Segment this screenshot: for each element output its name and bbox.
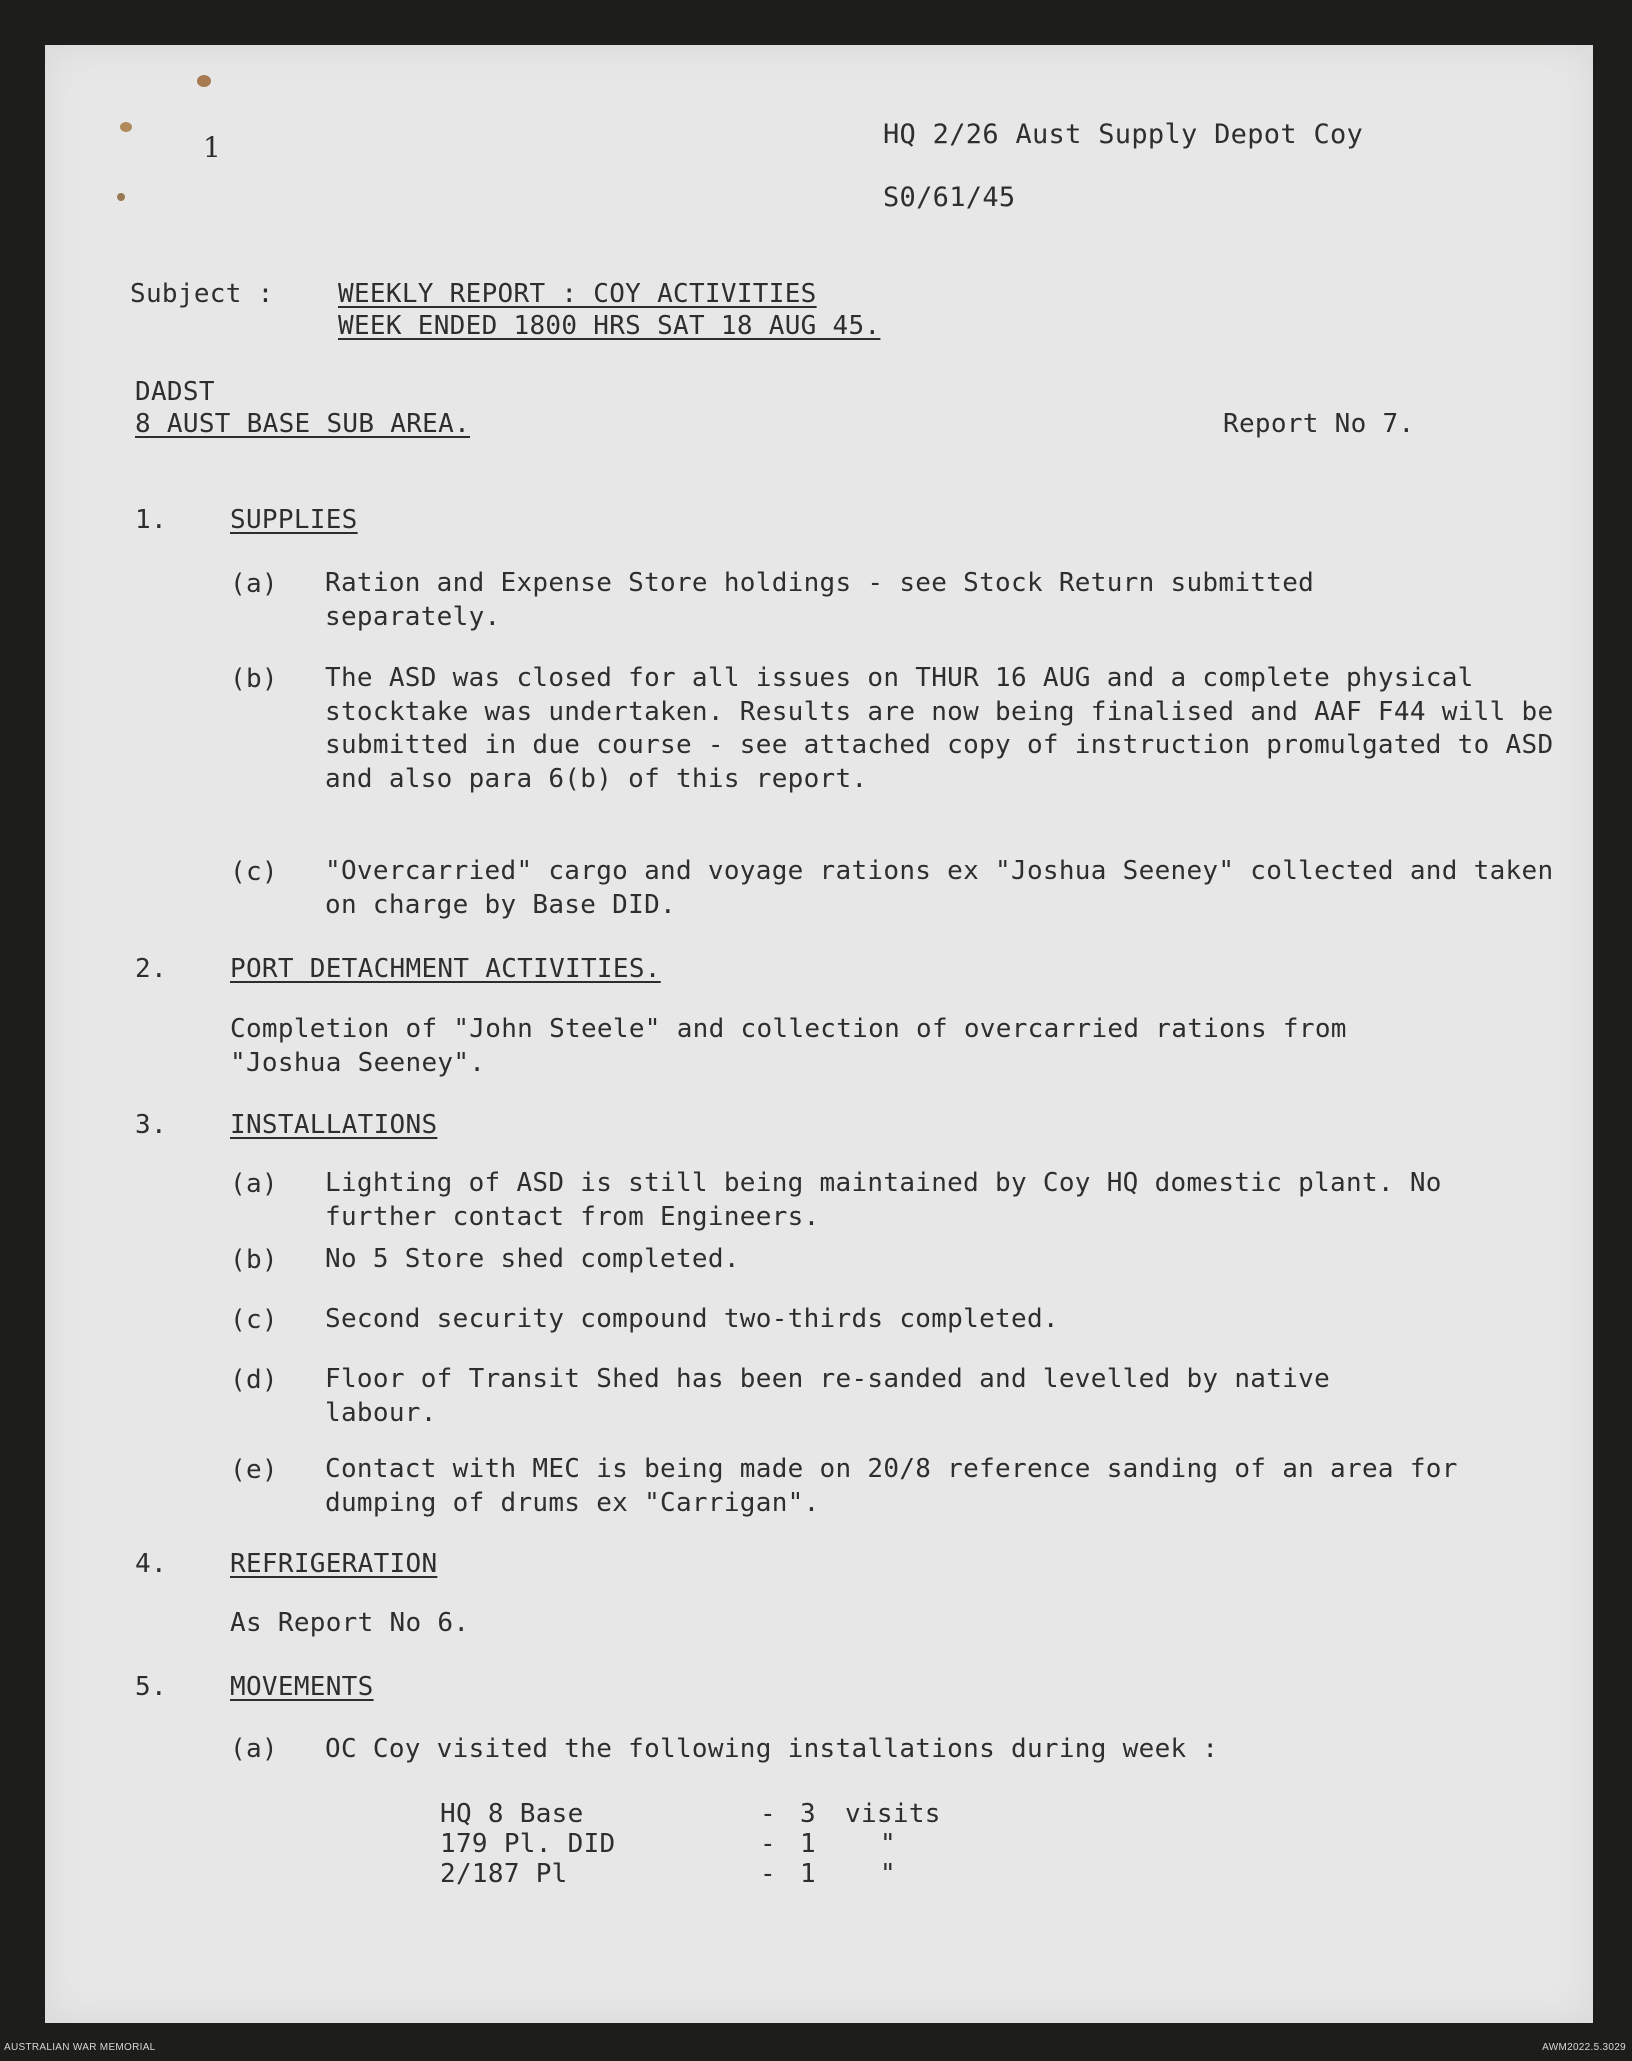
subject-label: Subject : — [130, 279, 274, 309]
section-2-number: 2. — [135, 954, 167, 984]
visit-dash: - — [760, 1829, 776, 1859]
item-text: "Overcarried" cargo and voyage rations ex "Joshua Seeney" collected and taken on charge by Base DID. — [325, 856, 1554, 920]
section-4-title: REFRIGERATION — [230, 1549, 438, 1579]
reference-number: S0/61/45 — [883, 182, 1016, 213]
subject-line-1: WEEKLY REPORT : COY ACTIVITIES — [338, 279, 817, 309]
item-text: The ASD was closed for all issues on THUR 16 AUG and a complete physical stocktake was undertaken. Results are now being finalised and AAF F44 will be submitted in due course - see attached copy of instruction promulgated to ASD and also para 6(b) of this report. — [325, 663, 1554, 794]
section-3-title: INSTALLATIONS — [230, 1110, 438, 1140]
section-5-title: MOVEMENTS — [230, 1672, 374, 1702]
visit-place: 179 Pl. DID — [440, 1829, 616, 1859]
document-page — [45, 45, 1593, 2023]
item-label: (c) — [230, 1305, 278, 1335]
section-1-number: 1. — [135, 505, 167, 535]
rust-stain — [120, 122, 132, 132]
item-label: (a) — [230, 1169, 278, 1199]
report-number: Report No 7. — [1223, 409, 1415, 439]
handwritten-mark: 1 — [203, 131, 222, 164]
visit-dash: - — [760, 1799, 776, 1829]
section-4-number: 4. — [135, 1549, 167, 1579]
item-text: Contact with MEC is being made on 20/8 reference sanding of an area for dumping of drums ex "Carrigan". — [325, 1454, 1458, 1518]
visit-place: HQ 8 Base — [440, 1799, 584, 1829]
visit-unit: " — [880, 1859, 896, 1889]
footer-left: AUSTRALIAN WAR MEMORIAL — [4, 2042, 156, 2053]
section-4-body: As Report No 6. — [230, 1608, 470, 1638]
section-5-number: 5. — [135, 1672, 167, 1702]
section-2-body: Completion of "John Steele" and collection of overcarried rations from "Joshua Seeney". — [230, 1014, 1347, 1078]
item-text: No 5 Store shed completed. — [325, 1244, 740, 1274]
item-label: (d) — [230, 1365, 278, 1395]
visit-count: 1 — [800, 1859, 816, 1889]
item-label: (b) — [230, 1245, 278, 1275]
item-label: (b) — [230, 664, 278, 694]
section-1-title: SUPPLIES — [230, 505, 358, 535]
visit-place: 2/187 Pl — [440, 1859, 568, 1889]
visit-unit: visits — [845, 1799, 941, 1829]
unit-heading: HQ 2/26 Aust Supply Depot Coy — [883, 119, 1364, 150]
subject-line-2: WEEK ENDED 1800 HRS SAT 18 AUG 45. — [338, 311, 881, 341]
item-text: Floor of Transit Shed has been re-sanded and levelled by native labour. — [325, 1364, 1331, 1428]
item-text: Second security compound two-thirds completed. — [325, 1304, 1059, 1334]
item-label: (c) — [230, 857, 278, 887]
visit-unit: " — [880, 1829, 896, 1859]
visit-count: 3 — [800, 1799, 816, 1829]
item-text: Ration and Expense Store holdings - see Stock Return submitted separately. — [325, 568, 1315, 632]
rust-stain — [117, 193, 125, 201]
rust-stain — [197, 75, 211, 87]
addressee-unit: 8 AUST BASE SUB AREA. — [135, 409, 471, 439]
addressee-title: DADST — [135, 377, 215, 407]
footer-right: AWM2022.5.3029 — [1542, 2042, 1626, 2053]
item-text: Lighting of ASD is still being maintained by Coy HQ domestic plant. No further contact from Engineers. — [325, 1168, 1442, 1232]
visit-dash: - — [760, 1859, 776, 1889]
item-label: (a) — [230, 569, 278, 599]
visit-count: 1 — [800, 1829, 816, 1859]
section-2-title: PORT DETACHMENT ACTIVITIES. — [230, 954, 661, 984]
item-label: (e) — [230, 1455, 278, 1485]
section-3-number: 3. — [135, 1110, 167, 1140]
item-text: OC Coy visited the following installations during week : — [325, 1734, 1219, 1764]
item-label: (a) — [230, 1734, 278, 1764]
